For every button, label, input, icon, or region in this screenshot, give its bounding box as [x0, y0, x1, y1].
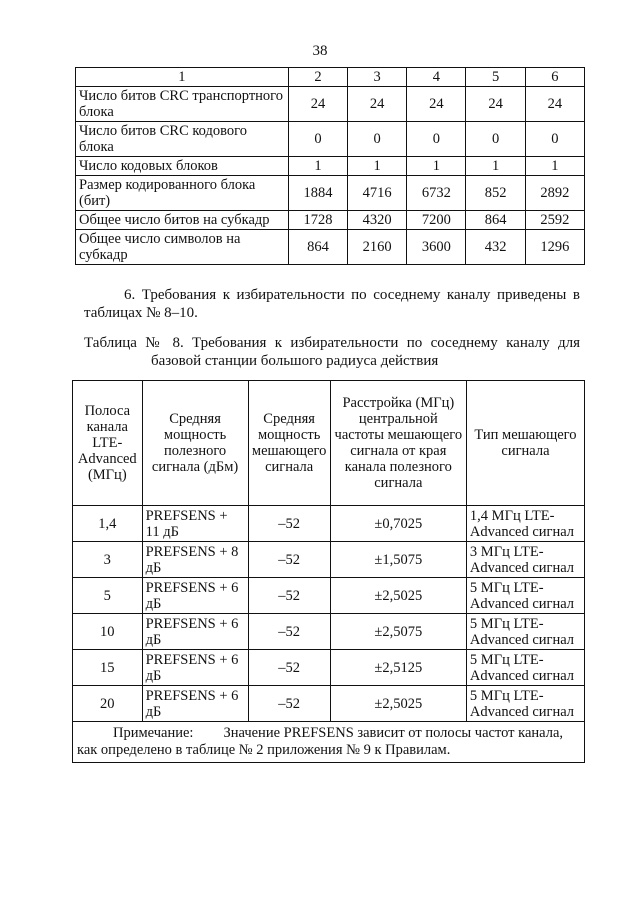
cell: 0: [407, 122, 466, 157]
row-label: Размер кодированного блока (бит): [76, 176, 289, 211]
cell: 1296: [525, 230, 584, 265]
cell: 0: [288, 122, 347, 157]
table-row: [76, 87, 585, 122]
row-label: Число кодовых блоков: [76, 157, 289, 176]
band-cell: 3: [73, 542, 143, 578]
row-label: Общее число символов на субкадр: [76, 230, 289, 265]
cell: 1: [288, 157, 347, 176]
cell: 1: [348, 157, 407, 176]
table-row: [76, 230, 585, 265]
cell: 24: [525, 87, 584, 122]
cell: 1: [407, 157, 466, 176]
table-row: [76, 122, 585, 157]
offset-cell: ±0,7025: [330, 506, 466, 542]
page-number: 38: [312, 43, 328, 59]
offset-cell: ±2,5025: [330, 578, 466, 614]
table-row: [73, 542, 585, 578]
interferer-cell: –52: [248, 686, 330, 722]
row-label: Число битов CRC кодового блока: [76, 122, 289, 157]
type-cell: 1,4 МГц LTE-Advanced сигнал: [466, 506, 584, 542]
type-cell: 5 МГц LTE-Advanced сигнал: [466, 686, 584, 722]
cell: 7200: [407, 211, 466, 230]
band-cell: 1,4: [73, 506, 143, 542]
caption-line-1: Таблица № 8. Требования к избирательности по соседнему каналу для: [84, 335, 580, 351]
band-cell: 20: [73, 686, 143, 722]
power-cell: PREFSENS + 8 дБ: [142, 542, 248, 578]
header-cell: 4: [407, 68, 466, 87]
table-row: [73, 650, 585, 686]
cell: 1884: [288, 176, 347, 211]
band-cell: 10: [73, 614, 143, 650]
offset-cell: ±1,5075: [330, 542, 466, 578]
cell: 2160: [348, 230, 407, 265]
table-8-note-row: [73, 722, 585, 763]
table-8-header-row: [73, 381, 585, 506]
type-cell: 5 МГц LTE-Advanced сигнал: [466, 614, 584, 650]
type-cell: 5 МГц LTE-Advanced сигнал: [466, 578, 584, 614]
table-1: [75, 67, 585, 265]
interferer-cell: –52: [248, 650, 330, 686]
cell: 4320: [348, 211, 407, 230]
table-1-header-row: [76, 68, 585, 87]
table-row: [76, 157, 585, 176]
power-cell: PREFSENS + 6 дБ: [142, 578, 248, 614]
header-cell: 6: [525, 68, 584, 87]
row-label: Общее число битов на субкадр: [76, 211, 289, 230]
header-cell: 1: [76, 68, 289, 87]
header-frequency-offset: Расстройка (МГц) центральной частоты мешающего сигнала от края канала полезного сигнала: [330, 381, 466, 506]
cell: 0: [348, 122, 407, 157]
power-cell: PREFSENS + 6 дБ: [142, 650, 248, 686]
cell: 1: [466, 157, 525, 176]
header-cell: 2: [288, 68, 347, 87]
cell: 4716: [348, 176, 407, 211]
caption-line-2: базовой станции большого радиуса действия: [151, 353, 439, 369]
header-cell: 5: [466, 68, 525, 87]
interferer-cell: –52: [248, 506, 330, 542]
paragraph-6: 6. Требования к избирательности по соседнему каналу приведены в таблицах № 8–10.: [84, 287, 580, 321]
cell: 24: [407, 87, 466, 122]
cell: 24: [466, 87, 525, 122]
band-cell: 5: [73, 578, 143, 614]
type-cell: 5 МГц LTE-Advanced сигнал: [466, 650, 584, 686]
cell: 864: [466, 211, 525, 230]
cell: 1728: [288, 211, 347, 230]
power-cell: PREFSENS + 11 дБ: [142, 506, 248, 542]
cell: 24: [288, 87, 347, 122]
offset-cell: ±2,5125: [330, 650, 466, 686]
type-cell: 3 МГц LTE-Advanced сигнал: [466, 542, 584, 578]
cell: 3600: [407, 230, 466, 265]
table-8: [72, 380, 585, 763]
power-cell: PREFSENS + 6 дБ: [142, 614, 248, 650]
cell: 2892: [525, 176, 584, 211]
table-note: [73, 722, 585, 763]
cell: 852: [466, 176, 525, 211]
table-row: [73, 614, 585, 650]
table-row: [76, 211, 585, 230]
offset-cell: ±2,5075: [330, 614, 466, 650]
offset-cell: ±2,5025: [330, 686, 466, 722]
cell: 0: [525, 122, 584, 157]
table-row: [73, 578, 585, 614]
header-cell: 3: [348, 68, 407, 87]
cell: 1: [525, 157, 584, 176]
table-row: [73, 686, 585, 722]
band-cell: 15: [73, 650, 143, 686]
table-row: [76, 176, 585, 211]
cell: 432: [466, 230, 525, 265]
interferer-cell: –52: [248, 578, 330, 614]
row-label: Число битов CRC транспортного блока: [76, 87, 289, 122]
cell: 2592: [525, 211, 584, 230]
cell: 0: [466, 122, 525, 157]
note-label: Примечание:: [113, 725, 194, 741]
header-signal-power: Средняя мощность полезного сигнала (дБм): [142, 381, 248, 506]
note-text: Значение PREFSENS зависит от полосы частот канала, как определено в таблице № 2 приложения № 9 к Правилам.: [77, 725, 564, 758]
cell: 6732: [407, 176, 466, 211]
header-band: Полоса канала LTE-Advanced (МГц): [73, 381, 143, 506]
interferer-cell: –52: [248, 614, 330, 650]
table-8-caption: [84, 334, 580, 370]
header-interferer-type: Тип мешающего сигнала: [466, 381, 584, 506]
cell: 24: [348, 87, 407, 122]
header-interferer-power: Средняя мощность мешающего сигнала: [248, 381, 330, 506]
power-cell: PREFSENS + 6 дБ: [142, 686, 248, 722]
interferer-cell: –52: [248, 542, 330, 578]
table-row: [73, 506, 585, 542]
cell: 864: [288, 230, 347, 265]
